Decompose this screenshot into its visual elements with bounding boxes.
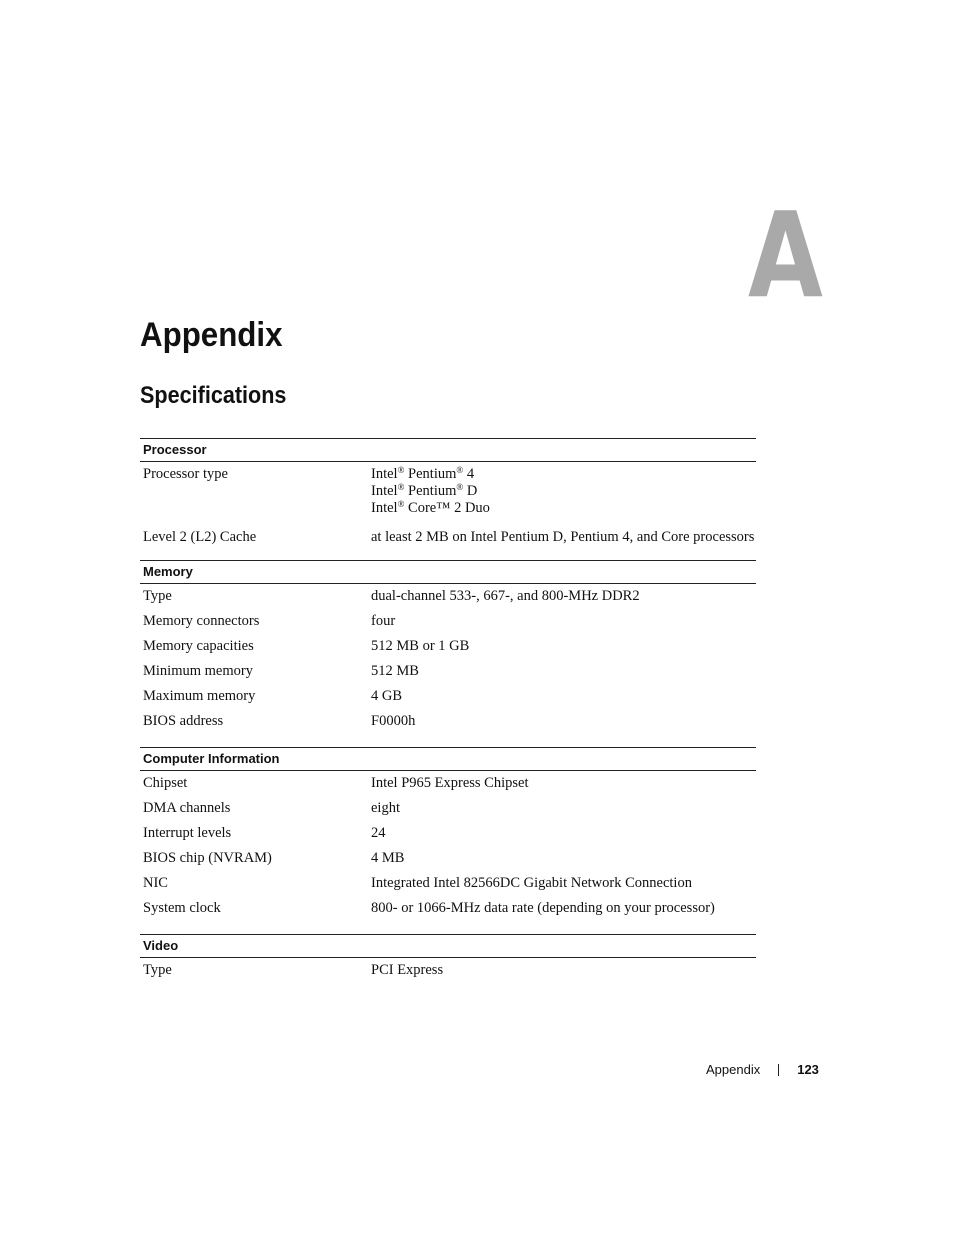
spec-row [140,462,756,525]
spec-value: Intel P965 Express Chipset [371,775,529,791]
spec-value: F0000h [371,713,416,729]
spec-label: Maximum memory [143,688,256,704]
spec-value: four [371,613,396,629]
spec-label: Minimum memory [143,663,253,679]
spec-value: 800- or 1066-MHz data rate (depending on your processor) [371,900,715,916]
section-title: Specifications [140,382,287,409]
spec-label: Chipset [143,775,188,791]
section-heading: Processor [140,438,756,462]
spec-value: at least 2 MB on Intel Pentium D, Pentium 4, and Core processors [371,529,755,545]
spec-value: dual-channel 533-, 667-, and 800-MHz DDR2 [371,588,640,604]
spec-value: 512 MB [371,663,419,679]
chapter-title: Appendix [140,316,283,354]
spec-value: eight [371,800,400,816]
spec-row [140,821,756,846]
section-heading: Computer Information [140,747,756,771]
spec-section-memory [140,560,756,734]
spec-value: 4 MB [371,850,405,866]
footer-section-name: Appendix [706,1062,761,1077]
spec-row [140,584,756,609]
spec-row [140,871,756,896]
section-heading: Memory [140,560,756,584]
spec-label: Processor type [143,466,228,482]
page-footer [706,1062,819,1077]
spec-value: 4 GB [371,688,403,704]
value-line: Intel® Pentium® 4 [371,465,475,482]
spec-row [140,709,756,734]
spec-value [371,466,756,517]
spec-value: PCI Express [371,962,444,978]
spec-label: BIOS address [143,713,224,729]
spec-section-processor [140,438,756,550]
spec-row [140,796,756,821]
spec-row [140,846,756,871]
spec-row [140,634,756,659]
spec-row [140,958,756,983]
chapter-letter: A [748,186,823,324]
spec-row [140,609,756,634]
spec-value: Integrated Intel 82566DC Gigabit Network Connection [371,875,692,891]
spec-row [140,771,756,796]
spec-value: 24 [371,825,386,841]
footer-divider [778,1064,779,1076]
spec-label: Memory connectors [143,613,260,629]
section-heading: Video [140,934,756,958]
spec-label: Level 2 (L2) Cache [143,529,257,545]
spec-value: 512 MB or 1 GB [371,638,470,654]
spec-section-video [140,934,756,983]
page-number: 123 [797,1062,819,1077]
spec-row [140,896,756,921]
spec-label: NIC [143,875,168,891]
spec-label: Type [143,588,172,604]
spec-label: DMA channels [143,800,231,816]
spec-label: Memory capacities [143,638,254,654]
value-line: Intel® Core™ 2 Duo [371,499,490,516]
spec-row [140,525,756,550]
spec-label: BIOS chip (NVRAM) [143,850,272,866]
spec-label: Type [143,962,172,978]
spec-section-computer-information [140,747,756,921]
spec-label: Interrupt levels [143,825,232,841]
spec-row [140,659,756,684]
value-line: Intel® Pentium® D [371,482,478,499]
spec-label: System clock [143,900,221,916]
spec-row [140,684,756,709]
